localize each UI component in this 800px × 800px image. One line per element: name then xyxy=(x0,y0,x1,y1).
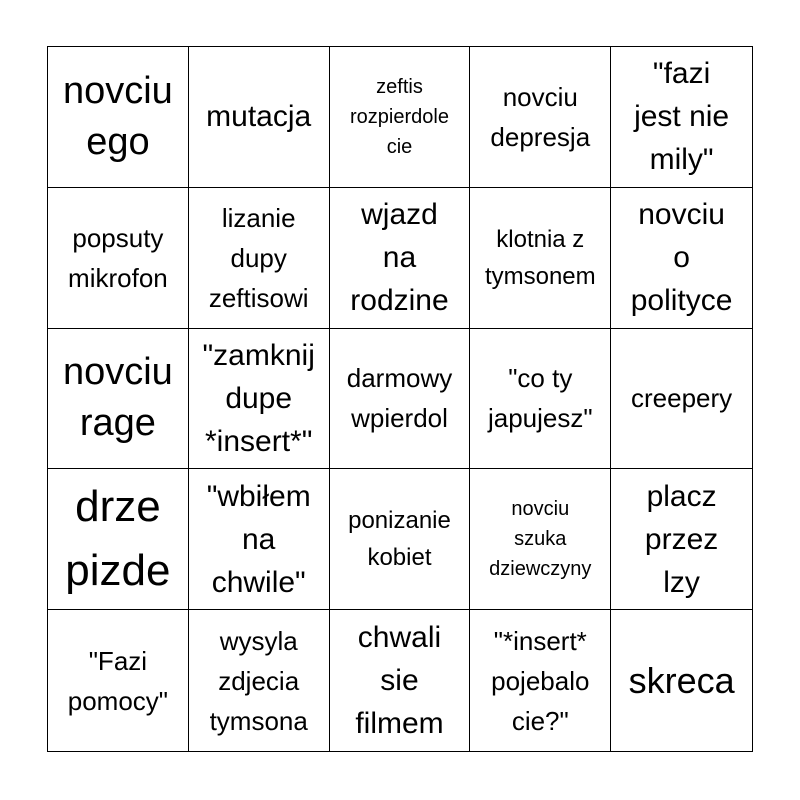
cell-text: ponizanie kobiet xyxy=(348,507,451,572)
bingo-cell[interactable] xyxy=(611,329,752,470)
bingo-cell[interactable] xyxy=(48,188,189,329)
cell-text: popsuty mikrofon xyxy=(68,222,168,293)
bingo-cell[interactable] xyxy=(470,469,611,610)
cell-text: "fazi jest nie mily" xyxy=(634,57,730,177)
cell-text: novciu depresja xyxy=(490,81,591,152)
cell-text: "*insert* pojebalo cie?" xyxy=(491,625,590,736)
bingo-cell[interactable] xyxy=(48,329,189,470)
cell-text: novciu o polityce xyxy=(630,198,733,318)
bingo-cell[interactable] xyxy=(470,47,611,188)
bingo-cell[interactable] xyxy=(330,188,471,329)
cell-text: "zamknij dupe *insert*" xyxy=(202,338,315,458)
cell-text: zeftis rozpierdole cie xyxy=(350,75,449,158)
cell-text: drze pizde xyxy=(65,482,171,596)
cell-text: mutacja xyxy=(206,100,312,134)
bingo-cell[interactable] xyxy=(470,188,611,329)
bingo-cell[interactable] xyxy=(330,469,471,610)
cell-text: skreca xyxy=(628,659,735,701)
bingo-cell[interactable] xyxy=(189,469,330,610)
bingo-cell[interactable] xyxy=(330,610,471,751)
cell-text: wjazd na rodzine xyxy=(350,198,449,318)
cell-text: novciu ego xyxy=(62,69,173,163)
bingo-cell[interactable] xyxy=(611,469,752,610)
cell-text: "co ty japujesz" xyxy=(487,363,593,434)
bingo-cell[interactable] xyxy=(611,610,752,751)
bingo-cell[interactable] xyxy=(470,329,611,470)
bingo-cell[interactable] xyxy=(330,329,471,470)
cell-text: darmowy wpierdol xyxy=(346,363,453,434)
bingo-cell[interactable] xyxy=(189,47,330,188)
cell-text: klotnia z tymsonem xyxy=(484,225,596,290)
cell-text: "wbiłem na chwile" xyxy=(206,479,311,599)
bingo-cell[interactable] xyxy=(48,47,189,188)
cell-text: novciu szuka dziewczyny xyxy=(489,498,592,581)
bingo-cell[interactable] xyxy=(189,610,330,751)
cell-text: "Fazi pomocy" xyxy=(67,645,169,716)
cell-text: lizanie dupy zeftisowi xyxy=(208,202,309,313)
cell-text: novciu rage xyxy=(62,351,173,445)
cell-text: wysyla zdjecia tymsona xyxy=(209,625,308,736)
bingo-cell[interactable] xyxy=(189,329,330,470)
cell-text: placz przez lzy xyxy=(644,479,719,599)
bingo-board xyxy=(47,46,753,752)
cell-text: creepery xyxy=(631,383,733,414)
cell-text: chwali sie filmem xyxy=(355,621,444,741)
bingo-cell[interactable] xyxy=(189,188,330,329)
bingo-cell[interactable] xyxy=(48,469,189,610)
bingo-cell[interactable] xyxy=(470,610,611,751)
bingo-cell[interactable] xyxy=(611,47,752,188)
bingo-cell[interactable] xyxy=(611,188,752,329)
bingo-cell[interactable] xyxy=(48,610,189,751)
bingo-cell[interactable] xyxy=(330,47,471,188)
